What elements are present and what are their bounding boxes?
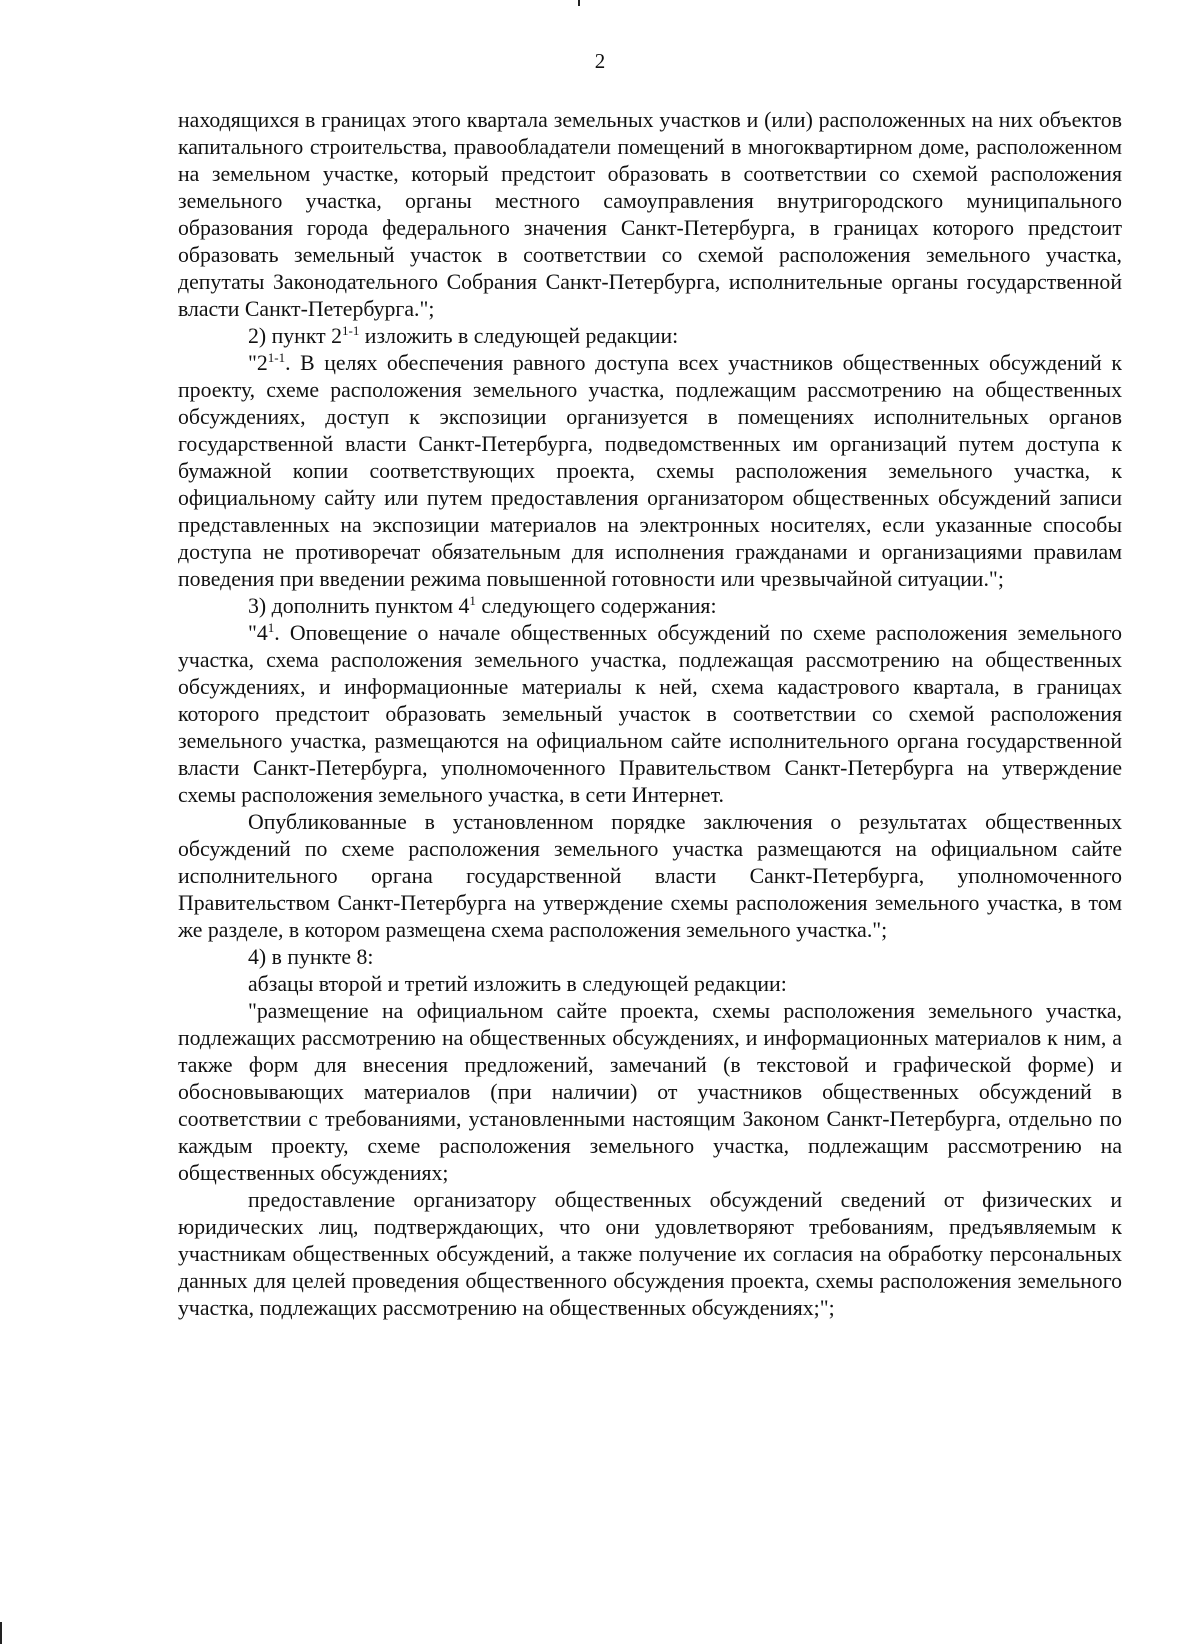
text-fragment: 2) пункт 2 — [248, 324, 343, 348]
document-body — [178, 107, 1122, 1322]
superscript: 1-1 — [267, 350, 286, 365]
paragraph-amendment-intro: абзацы второй и третий изложить в следующей редакции: — [248, 972, 787, 996]
paragraph-clause-4-1 — [178, 620, 1122, 809]
text-fragment: "2 — [248, 351, 268, 375]
superscript: 1-1 — [342, 323, 360, 338]
text-fragment: следующего содержания: — [475, 594, 717, 618]
superscript: 1 — [469, 593, 476, 608]
paragraph-published-conclusions: Опубликованные в установленном порядке заключения о результатах общественных обсуждений по схеме расположения земельного участка размещаются на официальном сайте исполнительного органа государственной власти Санкт-Петербурга, уполномоченного Правительством Санкт-Петербурга на утверждение схемы расположения земельного участка, в том же разделе, в котором размещена схема расположения земельного участка."; — [178, 810, 1122, 942]
paragraph-provision: предоставление организатору общественных обсуждений сведений от физических и юридических лиц, подтверждающих, что они удовлетворяют требованиям, предъявляемым к участникам общественных обсуждений, а также получение их согласия на обработку персональных данных для целей проведения общественного обсуждения проекта, схемы расположения земельного участка, подлежащих рассмотрению на общественных обсуждениях;"; — [178, 1188, 1122, 1320]
page-number: 2 — [594, 49, 606, 73]
superscript: 1 — [267, 620, 275, 635]
paragraph-item-3 — [178, 593, 1122, 620]
scan-artifact-bottom — [0, 1622, 2, 1644]
paragraph-continuation: находящихся в границах этого квартала земельных участков и (или) расположенных на них объектов капитального строительства, правообладатели помещений в многоквартирном доме, расположенном на земельном участке, который предстоит образовать в соответствии со схемой расположения земельного участка, органы местного самоуправления внутригородского муниципального образования города федерального значения Санкт-Петербурга, в границах которого предстоит образовать земельный участок в соответствии со схемой расположения земельного участка, депутаты Законодательного Собрания Санкт-Петербурга, исполнительные органы государственной власти Санкт-Петербурга."; — [178, 108, 1122, 321]
text-fragment: изложить в следующей редакции: — [359, 324, 679, 348]
text-fragment: . Оповещение о начале общественных обсуждений по схеме расположения земельного участка, схема расположения земельного участка, подлежащая рассмотрению на общественных обсуждениях, и информационные материалы к ней, схема кадастрового квартала, в границах которого предстоит образовать земельный участок в соответствии со схемой расположения земельного участка, размещаются на официальном сайте исполнительного органа государственной власти Санкт-Петербурга, уполномоченного Правительством Санкт-Петербурга на утверждение схемы расположения земельного участка, в сети Интернет. — [178, 621, 1122, 807]
paragraph-item-2 — [178, 323, 1122, 350]
text-fragment: "4 — [248, 621, 268, 645]
paragraph-item-4: 4) в пункте 8: — [248, 945, 374, 969]
text-fragment: . В целях обеспечения равного доступа всех участников общественных обсуждений к проекту, схеме расположения земельного участка, подлежащим рассмотрению на общественных обсуждениях, доступ к экспозиции организуется в помещениях исполнительных органов государственной власти Санкт-Петербурга, подведомственных им организаций путем доступа к бумажной копии соответствующих проекта, схемы расположения земельного участка, к официальному сайту или путем предоставления организатором общественных обсуждений записи представленных на экспозиции материалов на электронных носителях, если указанные способы доступа не противоречат обязательным для исполнения гражданами и организациями правилам поведения при введении режима повышенной готовности или чрезвычайной ситуации."; — [178, 351, 1122, 591]
paragraph-placement: "размещение на официальном сайте проекта, схемы расположения земельного участка, подлежащих рассмотрению на общественных обсуждениях, и информационных материалов к ним, а также форм для внесения предложений, замечаний (в текстовой и графической форме) и обосновывающих материалов (при наличии) от участников общественных обсуждений в соответствии с требованиями, установленными настоящим Законом Санкт-Петербурга, отдельно по каждым проекту, схеме расположения земельного участка, подлежащим рассмотрению на общественных обсуждениях; — [178, 999, 1122, 1185]
text-fragment: 3) дополнить пунктом 4 — [248, 594, 470, 618]
paragraph-clause-2-1-1 — [178, 350, 1122, 593]
scan-artifact-top — [578, 0, 580, 6]
